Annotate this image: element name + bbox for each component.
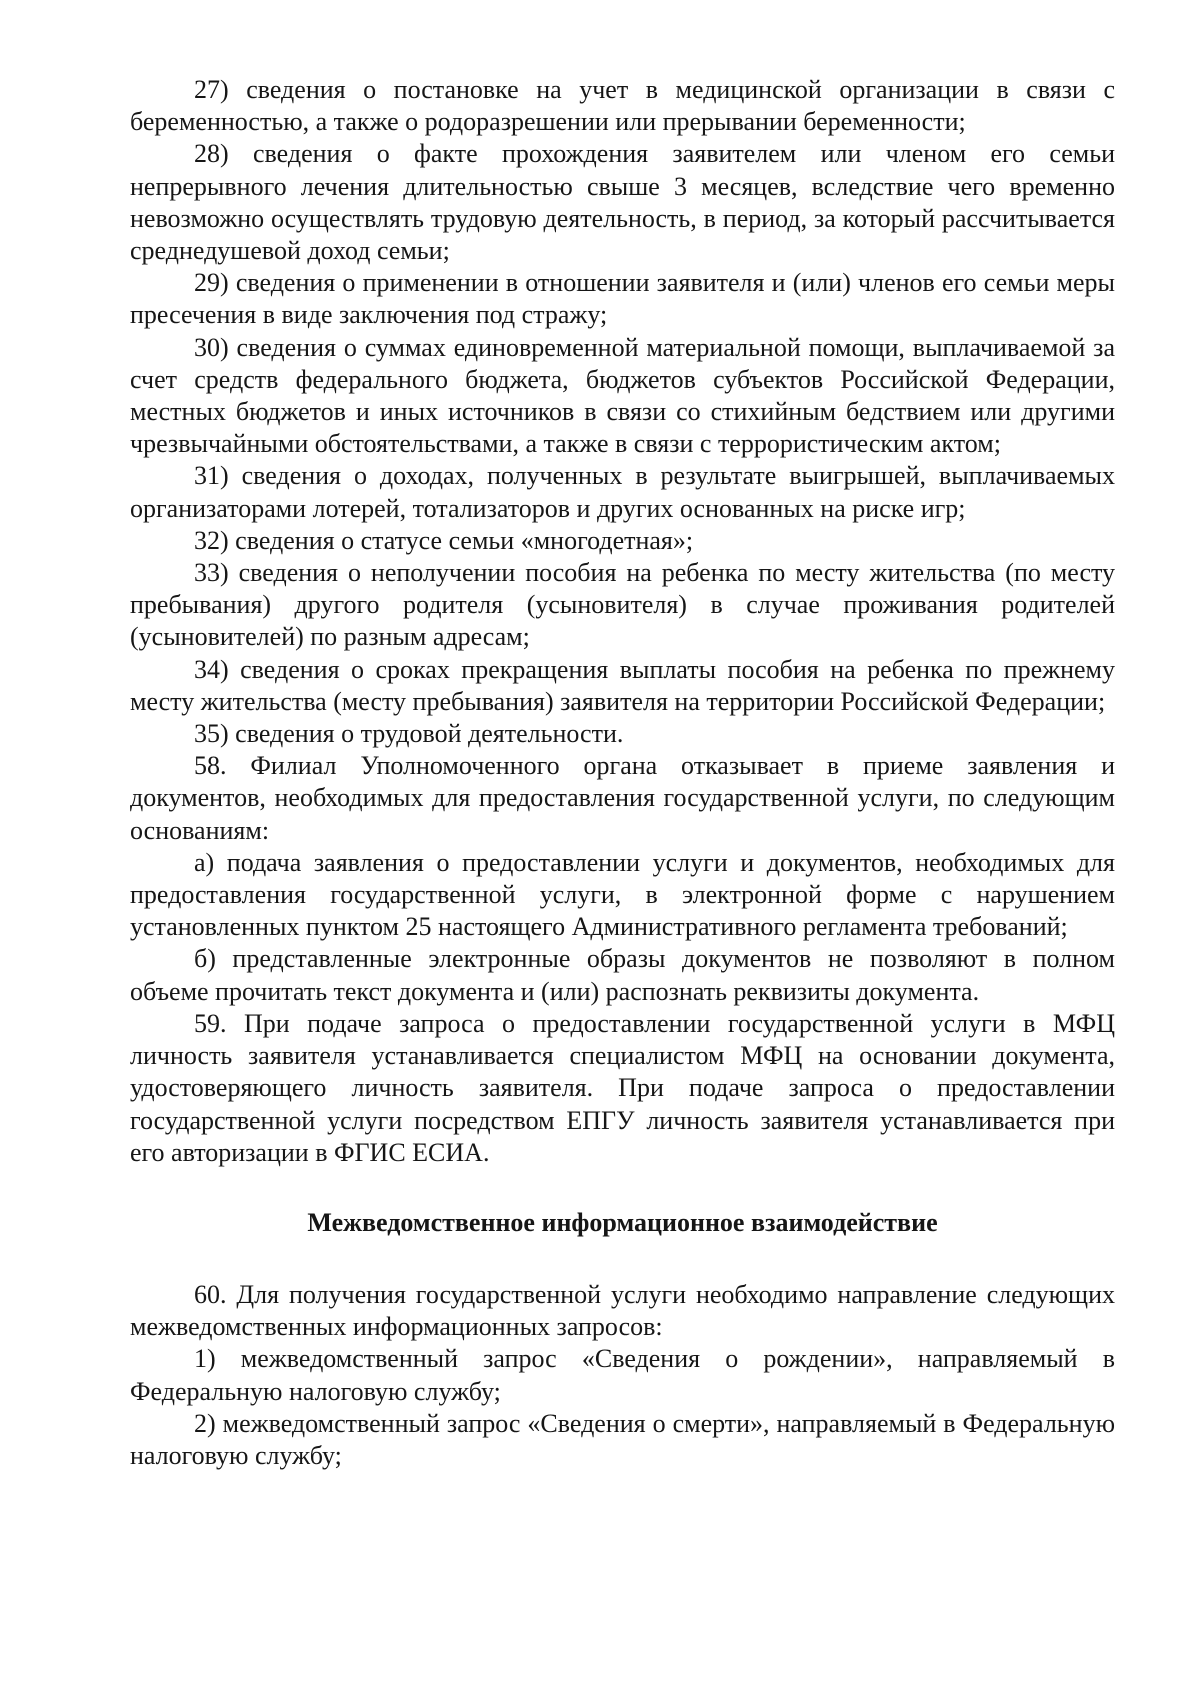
paragraph-item-27: 27) сведения о постановке на учет в медицинской организации в связи с беременностью, а также о родоразрешении или прерывании беременности; <box>130 75 1115 137</box>
paragraph-item-29: 29) сведения о применении в отношении заявителя и (или) членов его семьи меры пресечения в виде заключения под стражу; <box>130 268 1115 330</box>
paragraph-item-30: 30) сведения о суммах единовременной материальной помощи, выплачиваемой за счет средств федерального бюджета, бюджетов субъектов Российской Федерации, местных бюджетов и иных источников в связи со стихийным бедствием или другими чрезвычайными обстоятельствами, а также в связи с террористическим актом; <box>130 332 1115 459</box>
paragraph-item-31: 31) сведения о доходах, полученных в результате выигрышей, выплачиваемых организаторами лотерей, тотализаторов и других основанных на риске игр; <box>130 461 1115 523</box>
paragraph-clause-60-2: 2) межведомственный запрос «Сведения о смерти», направляемый в Федеральную налоговую службу; <box>130 1408 1115 1470</box>
document-page <box>130 74 1115 1472</box>
paragraph-clause-59: 59. При подаче запроса о предоставлении государственной услуги в МФЦ личность заявителя устанавливается специалистом МФЦ на основании документа, удостоверяющего личность заявителя. При подаче запроса о предоставлении государственной услуги посредством ЕПГУ личность заявителя устанавливается при его авторизации в ФГИС ЕСИА. <box>130 1008 1115 1167</box>
paragraph-item-35: 35) сведения о трудовой деятельности. <box>194 719 624 749</box>
paragraph-item-34: 34) сведения о сроках прекращения выплаты пособия на ребенка по прежнему месту жительства (месту пребывания) заявителя на территории Российской Федерации; <box>130 654 1115 716</box>
paragraph-clause-58: 58. Филиал Уполномоченного органа отказывает в приеме заявления и документов, необходимых для предоставления государственной услуги, по следующим основаниям: <box>130 751 1115 845</box>
paragraph-clause-58-a: а) подача заявления о предоставлении услуги и документов, необходимых для предоставления государственной услуги, в электронной форме с нарушением установленных пунктом 25 настоящего Административного регламента требований; <box>130 847 1115 942</box>
paragraph-item-28: 28) сведения о факте прохождения заявителем или членом его семьи непрерывного лечения длительностью свыше 3 месяцев, вследствие чего временно невозможно осуществлять трудовую деятельность, в период, за который рассчитывается среднедушевой доход семьи; <box>130 139 1115 266</box>
paragraph-clause-58-b: б) представленные электронные образы документов не позволяют в полном объеме прочитать текст документа и (или) распознать реквизиты документа. <box>130 944 1115 1006</box>
section-heading: Межведомственное информационное взаимодействие <box>307 1207 938 1237</box>
paragraph-clause-60: 60. Для получения государственной услуги необходимо направление следующих межведомственных информационных запросов: <box>130 1279 1115 1342</box>
paragraph-item-33: 33) сведения о неполучении пособия на ребенка по месту жительства (по месту пребывания) другого родителя (усыновителя) в случае проживания родителей (усыновителей) по разным адресам; <box>130 558 1115 652</box>
paragraph-clause-60-1: 1) межведомственный запрос «Сведения о рождении», направляемый в Федеральную налоговую службу; <box>130 1344 1115 1406</box>
paragraph-item-32: 32) сведения о статусе семьи «многодетная»; <box>194 525 694 555</box>
